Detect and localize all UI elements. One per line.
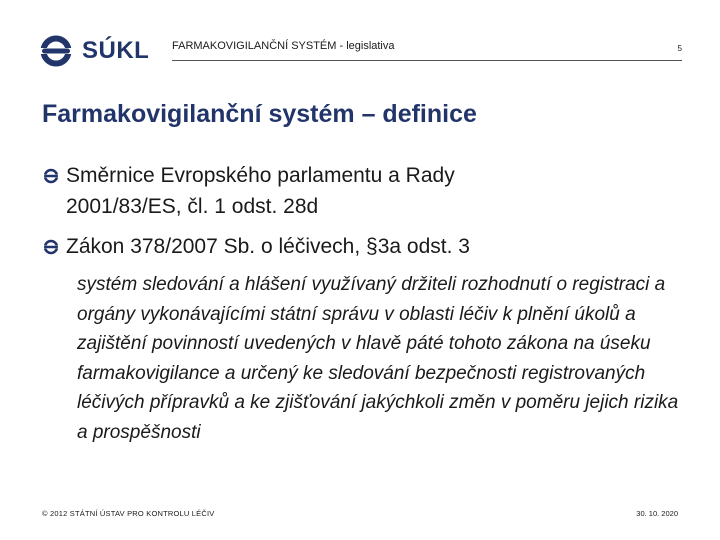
header-title: FARMAKOVIGILANČNÍ SYSTÉM - legislativa — [172, 40, 395, 52]
bullet-text-line1: Směrnice Evropského parlamentu a Rady — [66, 164, 455, 187]
sukl-logo — [38, 33, 149, 69]
bullet-swirl-icon — [42, 168, 60, 184]
logo-text: SÚKL — [82, 37, 150, 64]
bullet-text-line2: 2001/83/ES, čl. 1 odst. 28d — [66, 195, 319, 218]
bullet-text-line1: Zákon 378/2007 Sb. o léčivech, §3a odst. 3 — [66, 235, 470, 258]
bullet-item — [42, 231, 682, 262]
bullet-swirl-icon — [42, 239, 60, 255]
definition-quote: systém sledování a hlášení využívaný držiteli rozhodnutí o registraci a orgány vykonávajícími státní správu v oblasti léčiv k plnění úkolů a zajištění povinností uvedených v hlavě páté tohoto zákona na úseku farmakovigilance a určený ke sledování bezpečnosti registrovaných léčivých přípravků a ke zjišťování jakýchkoli změn v poměru jejich rizika a prospěšnosti — [77, 274, 679, 443]
header-divider — [172, 60, 682, 61]
footer-copyright: © 2012 STÁTNÍ ÚSTAV PRO KONTROLU LÉČIV — [42, 509, 215, 518]
slide-title: Farmakovigilanční systém – definice — [42, 100, 477, 128]
footer-date: 30. 10. 2020 — [636, 509, 678, 518]
bullet-item — [42, 160, 682, 222]
page-number: 5 — [677, 44, 682, 53]
sukl-logo-icon — [38, 35, 74, 67]
